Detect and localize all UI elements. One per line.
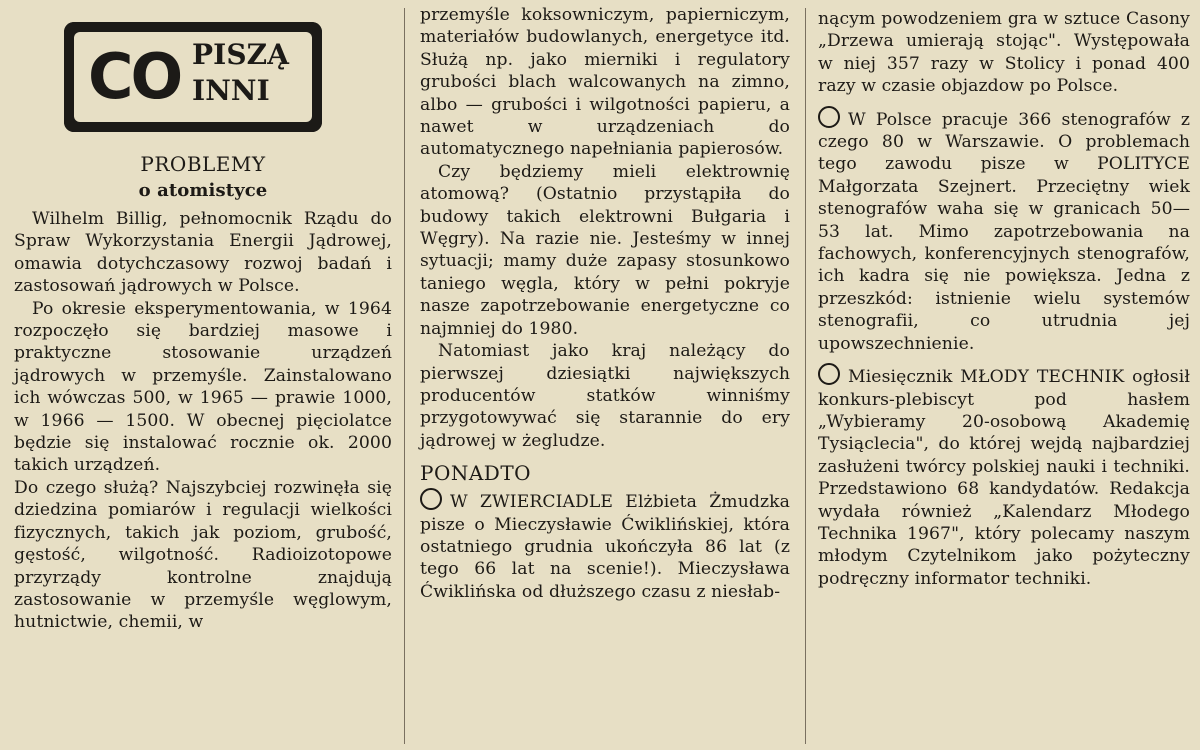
column-rule [404, 8, 405, 744]
section-title-problemy: PROBLEMY [140, 152, 266, 176]
logo-line1: PISZĄ [192, 38, 290, 71]
column-logo [64, 22, 322, 132]
column-rule [805, 8, 806, 744]
column-3 [818, 8, 1190, 750]
list-item: Miesięcznik MŁODY TECHNIK ogłosił konkurs-plebiscyt pod hasłem „Wybieramy 20-osobową Akademię Tysiąclecia", do której wejdą najbardziej zasłużeni twórcy polskiej nauki i techniki. Przedstawiono 68 kandydatów. Redakcja wydała również „Kalendarz Młodego Technika 1967", który polecamy naszym młodym Czytelnikom jako pożyteczny podręczny informator techniki. [818, 363, 1190, 590]
bullet-circle-icon [818, 106, 840, 128]
logo-line2: INNI [192, 74, 270, 107]
paragraph: Po okresie eksperymentowania, w 1964 rozpoczęło się bardziej masowe i praktyczne stosowanie urządzeń jądrowych w przemyśle. Zainstalowano ich wówczas 500, w 1965 — prawie 1000, w 1966 — 1500. W obecnej pięciolatce będzie się instalować rocznie ok. 2000 takich urządzeń. [14, 298, 392, 476]
list-item: W Polsce pracuje 366 stenografów z czego 80 w Warszawie. O problemach tego zawodu pisze w POLITYCE Małgorzata Szejnert. Przeciętny wiek stenografów waha się w granicach 50—53 lat. Mimo zapotrzebowania na fachowych, konferencyjnych stenografów, ich kadra się nie powiększa. Jedna z przeszkód: istnienie wielu systemów stenografii, co utrudnia jej upowszechnienie. [818, 106, 1190, 355]
paragraph: Natomiast jako kraj należący do pierwszej dziesiątki największych producentów statków winniśmy przygotowywać się starannie do ery jądrowej w żegludze. [420, 341, 790, 451]
paragraph: Do czego służą? Najszybciej rozwinęła się dziedzina pomiarów i regulacji wielkości fizycznych, takich jak poziom, grubość, gęstość, wilgotność. Radioizotopowe przyrządy kontrolne znajdują zastosowanie w przemyśle węglowym, hutnictwie, chemii, w [14, 477, 392, 633]
paragraph: przemyśle koksowniczym, papierniczym, materiałów budowlanych, energetyce itd. Służą np. jako mierniki i regulatory grubości blach walcowanych na zimno, albo — grubości i wilgotności papieru, a nawet w urządzeniach do automatycznego napełniania papierosów. [420, 5, 790, 160]
logo-co-text: CO [88, 40, 181, 113]
paragraph: Wilhelm Billig, pełnomocnik Rządu do Spraw Wykorzystania Energii Jądrowej, omawia dotychczasowy rozwoj badań i zastosowań jądrowych w Polsce. [14, 209, 392, 297]
section-title-ponadto: PONADTO [420, 461, 532, 486]
bullet-circle-icon [420, 488, 442, 510]
column-1 [14, 0, 392, 750]
column-2 [420, 4, 790, 750]
paragraph: Czy będziemy mieli elektrownię atomową? (Ostatnio przystąpiła do budowy takich elektrowni Bułgaria i Węgry). Na razie nie. Jesteśmy w innej sytuacji; mamy duże zapasy stosunkowo taniego węgla, który w pełni pokryje nasze zapotrzebowanie energetyczne co najmniej do 1980. [420, 161, 790, 339]
list-item: W ZWIERCIADLE Elżbieta Żmudzka pisze o Mieczysławie Ćwiklińskiej, która ostatniego grudnia ukończyła 86 lat (z tego 66 lat na scenie!). Mieczysława Ćwiklińska od dłuższego czasu z niesłab- [420, 488, 790, 603]
paragraph: nącym powodzeniem gra w sztuce Casony „Drzewa umierają stojąc". Występowała w niej 357 razy w Stolicy i ponad 400 razy w czasie objazdow po Polsce. [818, 9, 1190, 97]
bullet-circle-icon [818, 363, 840, 385]
section-subtitle: o atomistyce [138, 180, 268, 201]
